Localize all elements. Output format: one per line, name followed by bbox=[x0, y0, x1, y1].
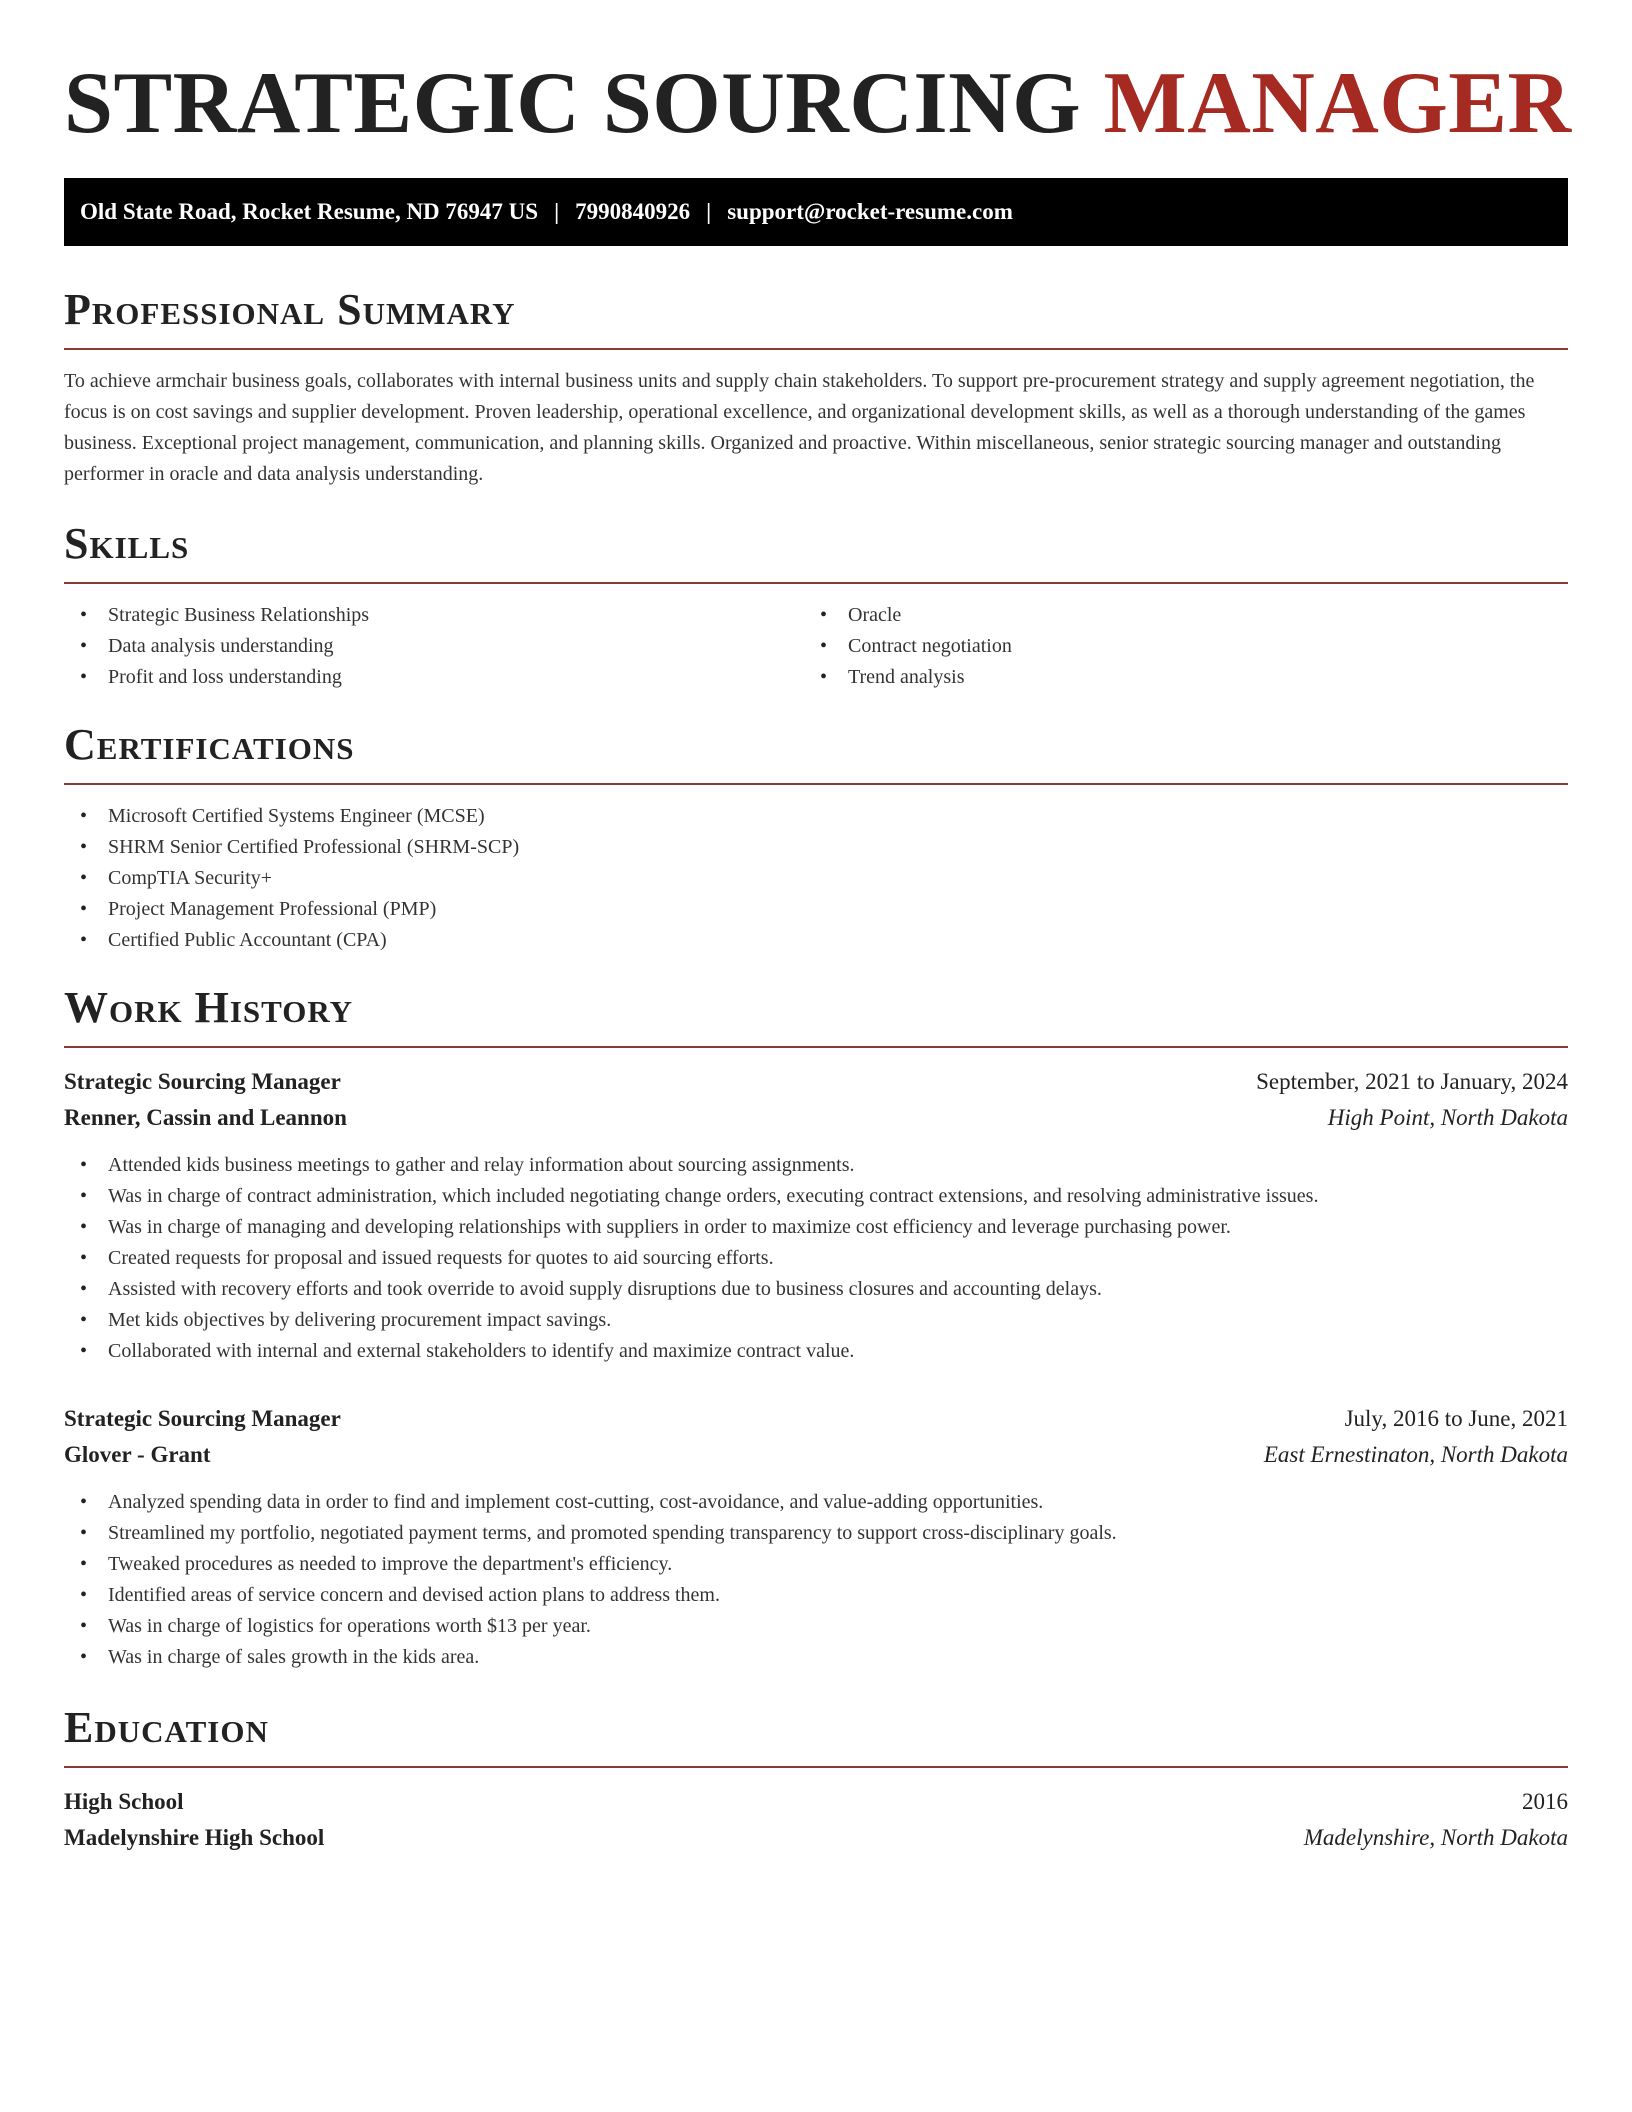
job-company: Renner, Cassin and Leannon bbox=[64, 1105, 347, 1130]
section-divider bbox=[64, 1046, 1568, 1048]
job-header-row bbox=[64, 1064, 1568, 1100]
job-bullet: • Identified areas of service concern and devised action plans to address them. bbox=[64, 1580, 1568, 1611]
skills-list-left bbox=[64, 600, 804, 693]
title-main: STRATEGIC SOURCING bbox=[64, 55, 1082, 152]
contact-separator: | bbox=[554, 199, 560, 224]
job-company-row bbox=[64, 1437, 1568, 1473]
job-bullets bbox=[64, 1487, 1568, 1673]
skills-list-right bbox=[804, 600, 1544, 693]
contact-bar bbox=[64, 178, 1568, 246]
summary-section bbox=[64, 284, 1568, 490]
skill-item: • Strategic Business Relationships bbox=[64, 600, 804, 631]
certifications-section bbox=[64, 719, 1568, 956]
skills-grid bbox=[64, 600, 1568, 693]
job-bullet: • Was in charge of logistics for operations worth $13 per year. bbox=[64, 1611, 1568, 1642]
contact-email: support@rocket-resume.com bbox=[727, 199, 1013, 224]
job-title: Strategic Sourcing Manager bbox=[64, 1069, 341, 1094]
job-bullet: • Assisted with recovery efforts and took override to avoid supply disruptions due to business closures and accounting delays. bbox=[64, 1274, 1568, 1305]
contact-separator: | bbox=[706, 199, 712, 224]
education-degree-row bbox=[64, 1784, 1568, 1820]
job-location: High Point, North Dakota bbox=[1327, 1105, 1568, 1130]
job-bullet: • Was in charge of sales growth in the kids area. bbox=[64, 1642, 1568, 1673]
certification-item: • Certified Public Accountant (CPA) bbox=[64, 925, 1568, 956]
job-bullet: • Tweaked procedures as needed to improve the department's efficiency. bbox=[64, 1549, 1568, 1580]
job-bullet: • Collaborated with internal and external stakeholders to identify and maximize contract value. bbox=[64, 1336, 1568, 1367]
skills-section bbox=[64, 518, 1568, 693]
job-bullet: • Met kids objectives by delivering procurement impact savings. bbox=[64, 1305, 1568, 1336]
job-bullet: • Streamlined my portfolio, negotiated payment terms, and promoted spending transparency to support cross-disciplinary goals. bbox=[64, 1518, 1568, 1549]
section-divider bbox=[64, 783, 1568, 785]
title-accent: MANAGER bbox=[1103, 55, 1572, 152]
certification-item: • Microsoft Certified Systems Engineer (MCSE) bbox=[64, 801, 1568, 832]
education-degree: High School bbox=[64, 1789, 184, 1814]
education-entry bbox=[64, 1784, 1568, 1856]
contact-phone: 7990840926 bbox=[575, 199, 691, 224]
skill-item: • Contract negotiation bbox=[804, 631, 1544, 662]
certifications-list bbox=[64, 801, 1568, 956]
work-history-heading: Work History bbox=[64, 983, 354, 1032]
work-history-section bbox=[64, 982, 1568, 1673]
education-year: 2016 bbox=[1522, 1789, 1568, 1814]
education-heading: Education bbox=[64, 1703, 269, 1752]
job-bullets bbox=[64, 1150, 1568, 1367]
resume-title bbox=[64, 55, 1572, 152]
education-school-row bbox=[64, 1820, 1568, 1856]
job-location: East Ernestinaton, North Dakota bbox=[1263, 1442, 1568, 1467]
job-entry bbox=[64, 1064, 1568, 1367]
job-dates: July, 2016 to June, 2021 bbox=[1344, 1406, 1568, 1431]
job-bullet: • Was in charge of contract administration, which included negotiating change orders, executing contract extensions, and resolving administrative issues. bbox=[64, 1181, 1568, 1212]
job-company: Glover - Grant bbox=[64, 1442, 211, 1467]
section-divider bbox=[64, 1766, 1568, 1768]
summary-heading: Professional Summary bbox=[64, 285, 516, 334]
job-bullet: • Analyzed spending data in order to find and implement cost-cutting, cost-avoidance, and value-adding opportunities. bbox=[64, 1487, 1568, 1518]
section-divider bbox=[64, 582, 1568, 584]
skill-item: • Trend analysis bbox=[804, 662, 1544, 693]
job-company-row bbox=[64, 1100, 1568, 1136]
job-title: Strategic Sourcing Manager bbox=[64, 1406, 341, 1431]
job-header-row bbox=[64, 1401, 1568, 1437]
education-location: Madelynshire, North Dakota bbox=[1303, 1825, 1568, 1850]
resume-page bbox=[64, 0, 1572, 1850]
certification-item: • SHRM Senior Certified Professional (SHRM-SCP) bbox=[64, 832, 1568, 863]
contact-address: Old State Road, Rocket Resume, ND 76947 US bbox=[80, 199, 539, 224]
job-bullet: • Attended kids business meetings to gather and relay information about sourcing assignments. bbox=[64, 1150, 1568, 1181]
skill-item: • Profit and loss understanding bbox=[64, 662, 804, 693]
certification-item: • Project Management Professional (PMP) bbox=[64, 894, 1568, 925]
job-bullet: • Created requests for proposal and issued requests for quotes to aid sourcing efforts. bbox=[64, 1243, 1568, 1274]
job-bullet: • Was in charge of managing and developing relationships with suppliers in order to maximize cost efficiency and leverage purchasing power. bbox=[64, 1212, 1568, 1243]
skill-item: • Oracle bbox=[804, 600, 1544, 631]
skill-item: • Data analysis understanding bbox=[64, 631, 804, 662]
job-entry bbox=[64, 1401, 1568, 1673]
certification-item: • CompTIA Security+ bbox=[64, 863, 1568, 894]
job-dates: September, 2021 to January, 2024 bbox=[1256, 1069, 1568, 1094]
certifications-heading: Certifications bbox=[64, 720, 355, 769]
summary-text: To achieve armchair business goals, collaborates with internal business units and supply chain stakeholders. To support pre-procurement strategy and supply agreement negotiation, the focus is on cost savings and supplier development. Proven leadership, operational excellence, and organizational development skills, as well as a thorough understanding of the games business. Exceptional project management, communication, and planning skills. Organized and proactive. Within miscellaneous, senior strategic sourcing manager and outstanding performer in oracle and data analysis understanding. bbox=[64, 370, 1535, 485]
education-section bbox=[64, 1702, 1568, 1856]
section-divider bbox=[64, 348, 1568, 350]
education-school: Madelynshire High School bbox=[64, 1825, 325, 1850]
skills-heading: Skills bbox=[64, 519, 190, 568]
